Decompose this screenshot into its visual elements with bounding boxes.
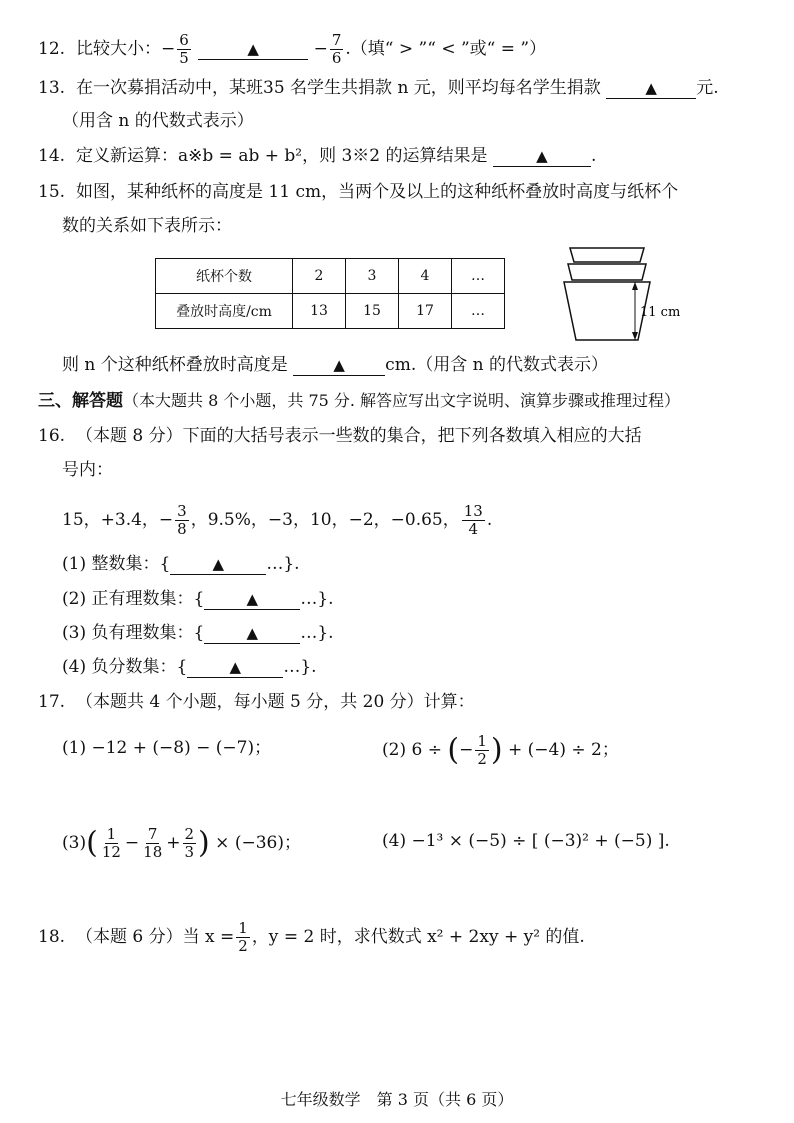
set-item-2 xyxy=(62,587,334,611)
answer-blank[interactable] xyxy=(293,353,385,376)
set-item-3 xyxy=(62,621,334,645)
question-text: （本题 6 分）当 x = xyxy=(76,927,235,947)
triangle-marker: ▲ xyxy=(333,356,345,374)
fraction xyxy=(100,826,123,861)
answer-blank[interactable] xyxy=(606,76,696,99)
question-12 xyxy=(38,32,546,67)
minus-sign: − xyxy=(124,833,140,853)
numerator: 6 xyxy=(179,31,189,49)
numbers-text: 15，+3.4，− xyxy=(62,510,174,530)
table-row xyxy=(156,294,505,329)
table-cell: 2 xyxy=(293,259,346,294)
minus-sign: − xyxy=(161,39,176,59)
set-end: …}. xyxy=(300,589,334,609)
set-label: (1) 整数集：{ xyxy=(62,554,171,574)
question-number: 14. xyxy=(38,146,66,166)
numerator: 1 xyxy=(106,825,117,843)
cup-height-table xyxy=(155,258,505,329)
question-number: 18. xyxy=(38,927,66,947)
expr-text: (2) 6 ÷ xyxy=(382,740,442,760)
question-15 xyxy=(38,180,678,204)
right-paren: ) xyxy=(198,825,210,861)
expr-text: (3) xyxy=(62,833,87,853)
table-cell: 3 xyxy=(346,259,399,294)
question-text: （本题 8 分）下面的大括号表示一些数的集合，把下列各数填入相应的大括 xyxy=(76,426,642,446)
triangle-marker: ▲ xyxy=(246,624,259,642)
question-number: 15. xyxy=(38,182,66,202)
calc-part-4: (4) −1³ × (−5) ÷ [ (−3)² + (−5) ]. xyxy=(382,831,670,851)
question-15-line3 xyxy=(62,353,608,377)
table-cell: 13 xyxy=(293,294,346,329)
left-paren: ( xyxy=(86,825,98,861)
denominator: 6 xyxy=(331,49,342,67)
cup-rim-middle xyxy=(568,264,646,280)
question-text: 比较大小： xyxy=(76,39,161,59)
table-cell: … xyxy=(452,294,505,329)
set-item-4 xyxy=(62,655,317,679)
question-15-line2: 数的关系如下表所示： xyxy=(62,216,232,236)
triangle-marker: ▲ xyxy=(246,590,259,608)
page-footer: 七年级数学 第 3 页（共 6 页） xyxy=(280,1090,514,1109)
fraction xyxy=(462,503,485,538)
set-end: …}. xyxy=(266,554,300,574)
fraction xyxy=(141,826,164,861)
table-cell: 叠放时高度/cm xyxy=(156,294,293,329)
left-paren: ( xyxy=(447,732,460,768)
answer-blank[interactable] xyxy=(493,144,591,167)
question-number: 17. xyxy=(38,692,66,712)
question-number: 13. xyxy=(38,78,66,98)
denominator: 8 xyxy=(177,520,187,538)
number-list xyxy=(62,503,492,538)
question-text: 则 n 个这种纸杯叠放时高度是 xyxy=(62,355,288,375)
fraction xyxy=(183,826,197,861)
calc-part-2 xyxy=(382,733,619,768)
numerator: 3 xyxy=(177,502,187,520)
numerator: 1 xyxy=(238,919,248,937)
denominator: 3 xyxy=(184,843,195,861)
minus-sign: − xyxy=(459,740,474,760)
question-13-line2: （用含 n 的代数式表示） xyxy=(62,111,254,131)
minus-sign: − xyxy=(313,39,328,59)
question-text: （本题共 4 个小题，每小题 5 分，共 20 分）计算： xyxy=(76,692,475,712)
question-text: cm.（用含 n 的代数式表示） xyxy=(385,355,608,375)
triangle-marker: ▲ xyxy=(212,555,225,573)
fraction xyxy=(175,503,189,538)
question-number: 16. xyxy=(38,426,66,446)
numerator: 13 xyxy=(463,502,483,520)
denominator: 18 xyxy=(143,843,163,861)
denominator: 2 xyxy=(477,750,487,768)
expr-text: × (−36)； xyxy=(215,833,301,853)
numerator: 7 xyxy=(331,31,342,49)
set-label: (4) 负分数集：{ xyxy=(62,657,188,677)
denominator: 4 xyxy=(468,520,479,538)
set-label: (3) 负有理数集：{ xyxy=(62,623,205,643)
triangle-marker: ▲ xyxy=(229,658,242,676)
denominator: 5 xyxy=(179,49,189,67)
numerator: 1 xyxy=(477,732,487,750)
answer-blank[interactable] xyxy=(187,655,283,678)
question-16-line2: 号内： xyxy=(62,460,113,480)
denominator: 2 xyxy=(238,937,248,955)
answer-blank[interactable] xyxy=(204,621,300,644)
question-number: 12. xyxy=(38,39,66,59)
denominator: 12 xyxy=(101,843,121,861)
fraction xyxy=(177,32,191,67)
set-end: …}. xyxy=(300,623,334,643)
question-text: ，y = 2 时，求代数式 x² + 2xy + y² 的值. xyxy=(251,927,585,947)
section-note: （本大题共 8 个小题，共 75 分. 解答应写出文字说明、演算步骤或推理过程） xyxy=(123,391,681,410)
table-row xyxy=(156,259,505,294)
fraction xyxy=(475,733,489,768)
question-18 xyxy=(38,920,585,955)
question-text: 定义新运算：a※b = ab + b²，则 3※2 的运算结果是 xyxy=(76,146,488,166)
table-cell: 4 xyxy=(399,259,452,294)
numbers-text: . xyxy=(486,510,493,530)
set-end: …}. xyxy=(283,657,317,677)
triangle-marker: ▲ xyxy=(645,79,657,97)
question-13 xyxy=(38,76,719,100)
answer-blank[interactable] xyxy=(204,587,300,610)
table-cell: 17 xyxy=(399,294,452,329)
triangle-marker: ▲ xyxy=(247,40,259,58)
table-cell: 15 xyxy=(346,294,399,329)
question-17 xyxy=(38,690,475,714)
question-text: 如图，某种纸杯的高度是 11 cm，当两个及以上的这种纸杯叠放时高度与纸杯个 xyxy=(76,182,679,202)
fraction xyxy=(236,920,250,955)
set-item-1 xyxy=(62,552,300,576)
cup-rim-top xyxy=(570,248,644,262)
cup-bottom xyxy=(564,282,650,340)
question-text: 元. xyxy=(696,78,719,98)
numbers-text: ，9.5%，−3，10，−2，−0.65， xyxy=(190,510,460,530)
plus-sign: + xyxy=(166,833,181,853)
table-cell: 纸杯个数 xyxy=(156,259,293,294)
section-3-heading xyxy=(38,389,680,413)
question-text: .（填“ > ”“ < ”或“ = ”） xyxy=(345,39,547,59)
calc-part-1: (1) −12 + (−8) − (−7)； xyxy=(62,738,272,758)
calc-part-3 xyxy=(62,826,301,861)
section-title: 三、解答题 xyxy=(38,391,123,411)
numerator: 7 xyxy=(147,825,158,843)
question-text: . xyxy=(590,146,597,166)
triangle-marker: ▲ xyxy=(536,147,548,165)
stacked-cups-figure xyxy=(560,240,700,350)
question-text: 在一次募捐活动中，某班35 名学生共捐款 n 元，则平均每名学生捐款 xyxy=(76,78,601,98)
set-label: (2) 正有理数集：{ xyxy=(62,589,205,609)
fraction xyxy=(330,32,344,67)
table-cell: … xyxy=(452,259,505,294)
answer-blank[interactable] xyxy=(198,37,308,60)
answer-blank[interactable] xyxy=(170,552,266,575)
expr-text: + (−4) ÷ 2； xyxy=(508,740,619,760)
question-16 xyxy=(38,424,642,448)
question-14 xyxy=(38,144,596,168)
height-label: 11 cm xyxy=(640,305,681,320)
right-paren: ) xyxy=(490,732,503,768)
numerator: 2 xyxy=(184,825,195,843)
